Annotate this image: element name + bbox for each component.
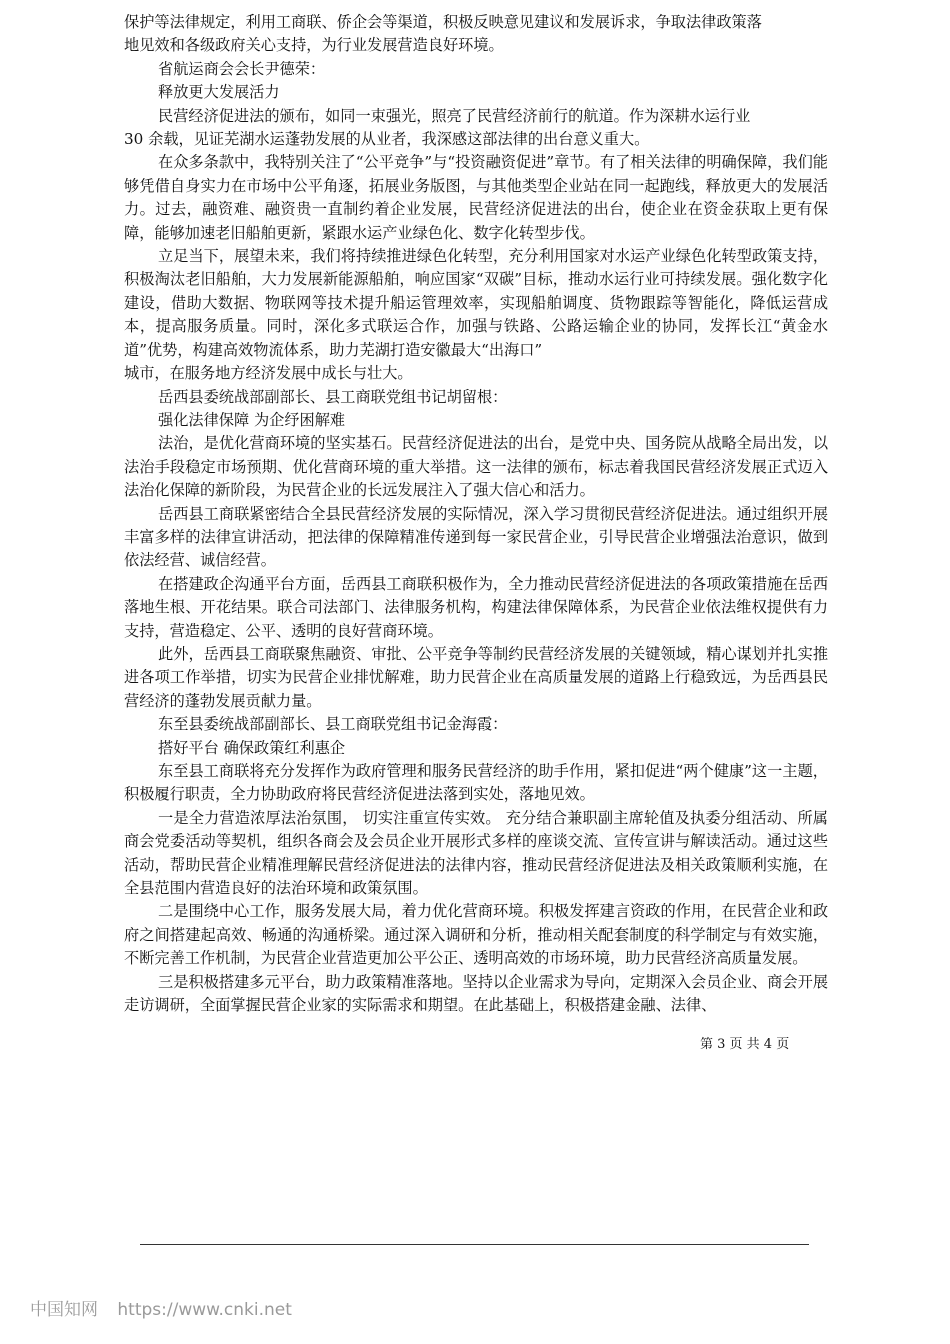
section-title: 强化法律保障 为企纾困解难 bbox=[158, 410, 346, 429]
cnki-watermark bbox=[30, 1295, 292, 1320]
article-body bbox=[124, 11, 828, 1017]
text-line: 30 余载，见证芜湖水运蓬勃发展的从业者，我深感这部法律的出台意义重大。 bbox=[124, 130, 650, 149]
paragraph: 三是积极搭建多元平台，助力政策精准落地。坚持以企业需求为导向，定期深入会员企业、商会开展走访调研，全面掌握民营企业家的实际需求和期望。在此基础上，积极搭建金融、法律、 bbox=[124, 972, 828, 1015]
paragraph: 在众多条款中，我特别关注了“公平竞争”与“投资融资促进”章节。有了相关法律的明确保障，我们能够凭借自身实力在市场中公平角逐，拓展业务版图，与其他类型企业站在同一起跑线，释放更大的发展活力。过去，融资难、融资贵一直制约着企业发展，民营经济促进法的出台，使企业在资金获取上更有保障，能够加速老旧船舶更新，紧跟水运产业绿色化、数字化转型步伐。 bbox=[124, 153, 828, 242]
watermark-url: https://www.cnki.net bbox=[117, 1300, 292, 1320]
paragraph: 岳西县工商联紧密结合全县民营经济发展的实际情况，深入学习贯彻民营经济促进法。通过组织开展丰富多样的法律宣讲活动，把法律的保障精准传递到每一家民营企业，引导民营企业增强法治意识，做到依法经营、诚信经营。 bbox=[124, 504, 828, 570]
paragraph: 一是全力营造浓厚法治氛围， 切实注重宣传实效。 充分结合兼职副主席轮值及执委分组活动、所属商会党委活动等契机，组织各商会及会员企业开展形式多样的座谈交流、宣传宣讲与解读活动。通过这些活动，帮助民营企业精准理解民营经济促进法的法律内容，推动民营经济促进法及相关政策顺利实施，在全县范围内营造良好的法治环境和政策氛围。 bbox=[124, 808, 828, 898]
paragraph: 立足当下，展望未来，我们将持续推进绿色化转型，充分利用国家对水运产业绿色化转型政策支持，积极淘汰老旧船舶，大力发展新能源船舶，响应国家“双碳”目标，推动水运行业可持续发展。强化数字化建设，借助大数据、物联网等技术提升船运管理效率，实现船舶调度、货物跟踪等智能化，降低运营成本，提高服务质量。同时，深化多式联运合作，加强与铁路、公路运输企业的协同，发挥长江“黄金水道”优势，构建高效物流体系，助力芜湖打造安徽最大“出海口” bbox=[124, 247, 828, 359]
page-number: 第 3 页 共 4 页 bbox=[700, 1037, 790, 1052]
text-line: 民营经济促进法的颁布，如同一束强光，照亮了民营经济前行的航道。作为深耕水运行业 bbox=[158, 106, 751, 125]
speaker-line: 岳西县委统战部副部长、县工商联党组书记胡留根： bbox=[158, 387, 508, 406]
section-title: 搭好平台 确保政策红利惠企 bbox=[158, 738, 346, 757]
paragraph: 东至县工商联将充分发挥作为政府管理和服务民营经济的助手作用，紧扣促进“两个健康”这一主题，积极履行职责，全力协助政府将民营经济促进法落到实处，落地见效。 bbox=[124, 762, 828, 804]
text-line: 地见效和各级政府关心支持，为行业发展营造良好环境。 bbox=[124, 36, 504, 55]
speaker-line: 省航运商会会长尹德荣： bbox=[158, 59, 326, 78]
watermark-brand: 中国知网 bbox=[30, 1300, 98, 1320]
paragraph: 法治，是优化营商环境的坚实基石。民营经济促进法的出台，是党中央、国务院从战略全局出发，以法治手段稳定市场预期、优化营商环境的重大举措。这一法律的颁布，标志着我国民营经济发展正式迈入法治化保障的新阶段，为民营企业的长远发展注入了强大信心和活力。 bbox=[124, 434, 828, 500]
footer-divider bbox=[140, 1244, 809, 1245]
paragraph: 此外，岳西县工商联聚焦融资、审批、公平竞争等制约民营经济发展的关键领域，精心谋划并扎实推进各项工作举措，切实为民营企业排忧解难，助力民营企业在高质量发展的道路上行稳致远，为岳西县民营经济的蓬勃发展贡献力量。 bbox=[124, 644, 828, 710]
speaker-line: 东至县委统战部副部长、县工商联党组书记金海霞： bbox=[158, 715, 508, 734]
paragraph: 二是围绕中心工作，服务发展大局，着力优化营商环境。积极发挥建言资政的作用，在民营企业和政府之间搭建起高效、畅通的沟通桥梁。通过深入调研和分析，推动相关配套制度的科学制定与有效实施，不断完善工作机制，为民营企业营造更加公平公正、透明高效的市场环境，助力民营经济高质量发展。 bbox=[124, 902, 828, 968]
text-line: 城市，在服务地方经济发展中成长与壮大。 bbox=[124, 364, 413, 383]
paragraph: 在搭建政企沟通平台方面，岳西县工商联积极作为，全力推动民营经济促进法的各项政策措施在岳西落地生根、开花结果。联合司法部门、法律服务机构，构建法律保障体系，为民营企业依法维权提供有力支持，营造稳定、公平、透明的良好营商环境。 bbox=[124, 574, 828, 640]
text-line: 保护等法律规定，利用工商联、侨企会等渠道，积极反映意见建议和发展诉求，争取法律政策落 bbox=[124, 13, 762, 31]
section-title: 释放更大发展活力 bbox=[158, 83, 280, 102]
